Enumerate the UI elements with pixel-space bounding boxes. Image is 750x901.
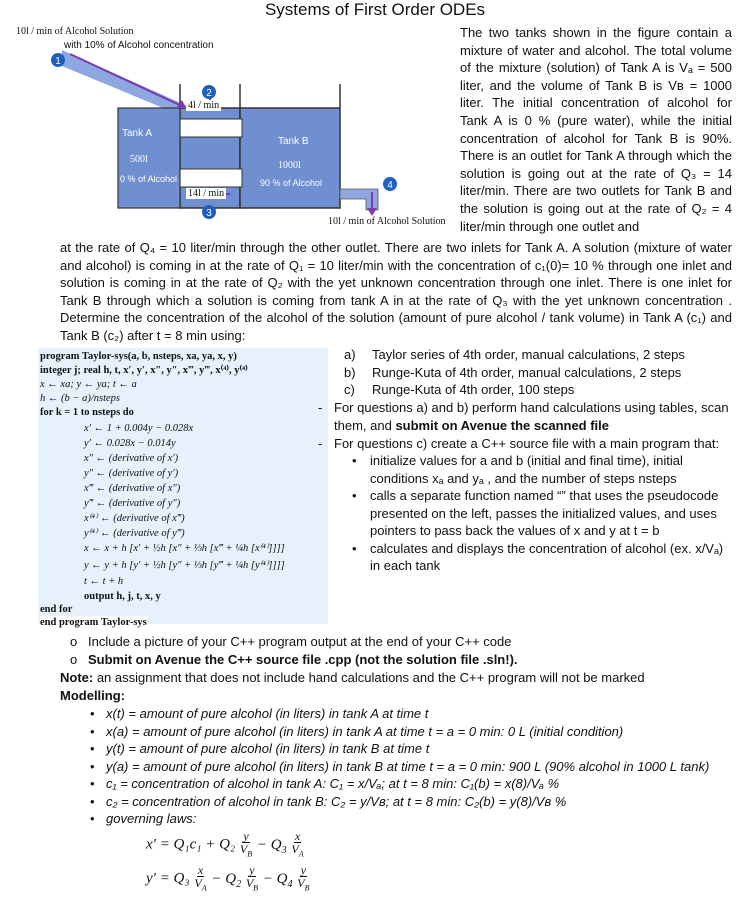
tank-a-conc: 0 % of Alcohol bbox=[120, 174, 178, 184]
intro-paragraph-right: The two tanks shown in the figure contain a mixture of water and alcohol. The total volume of the mixture (solution) of Tank A is Vₐ = 500 liter, and the volume of Tank B is Vʙ = 1000 liter. The initial concentration of alcohol for Tank A is 0 % (pure water), while the initial concentration of alcohol for Tank B is 90%. There is an outlet for Tank A through which the solution is going out at the rate of Q₃ = 14 liter/min. There are two outlets for Tank B and the solution is going out at the rate of Q₂ = 4 liter/min through one outlet and bbox=[460, 25, 732, 234]
code-line: output h, j, t, x, y bbox=[84, 591, 161, 602]
code-line: program Taylor-sys(a, b, nsteps, xa, ya, x, y) bbox=[40, 351, 237, 362]
code-line: h ← (b − a)/nsteps bbox=[40, 393, 120, 404]
inflow-2-label: 4l / min bbox=[188, 100, 220, 111]
badge-4-label: 4 bbox=[387, 180, 393, 191]
code-line: end program Taylor-sys bbox=[40, 617, 147, 628]
pseudocode-box bbox=[38, 348, 328, 628]
note: Note: an assignment that does not include hand calculations and the C++ program will not be marked bbox=[60, 670, 645, 685]
code-line: x ← x + h [x′ + ½h [x″ + ⅓h [x‴ + ¼h [x⁽⁴⁾]]]] bbox=[84, 543, 285, 554]
list-item: • calculates and displays the concentration of alcohol (ex. x/Vₐ) in each tank bbox=[352, 540, 724, 573]
list-item: • initialize values for a and b (initial and final time), initial conditions xₐ and yₐ , and the number of steps nsteps bbox=[352, 453, 683, 486]
tank-b bbox=[240, 108, 340, 208]
dash-item-cpp: - For questions c) create a C++ source file with a main program that: bbox=[318, 436, 720, 451]
list-item: • c₂ = concentration of alcohol in tank B: C₂ = y/Vʙ; at t = 8 min: C₂(b) = y(8)/Vʙ % bbox=[90, 793, 567, 809]
equation-y-prime: y′ = Q₃ $\frac{x}{V_A}$ − $Q_2$ $\frac{y}{V_B}$ − $Q_4$ $\frac{y}{V_B}$ bbox=[146, 863, 310, 893]
transfer-label: 14l / min bbox=[188, 188, 225, 199]
code-line: x″ ← (derivative of x′) bbox=[84, 453, 179, 464]
code-line: end for bbox=[40, 604, 73, 615]
tank-diagram bbox=[10, 24, 458, 230]
methods-list bbox=[344, 346, 734, 399]
page-title: Systems of First Order ODEs bbox=[264, 0, 486, 19]
inflow-label: 10l / min of Alcohol Solution bbox=[16, 26, 134, 37]
code-line: y″ ← (derivative of y′) bbox=[84, 468, 179, 479]
code-line: y‴ ← (derivative of y″) bbox=[84, 498, 181, 509]
code-line: x⁽⁴⁾ ← (derivative of x‴) bbox=[84, 513, 185, 524]
list-item: • x(a) = amount of pure alcohol (in liters) in tank A at time t = a = 0 min: 0 L (initial condition) bbox=[90, 723, 624, 739]
list-item: • calls a separate function named “” that uses the pseudocode presented on the left, passes the initialized values, and uses pointers to pass back the values of x and y at t = b bbox=[352, 488, 719, 538]
code-line: x′ ← 1 + 0.004y − 0.028x bbox=[84, 423, 194, 434]
arrow-inflow-1 bbox=[70, 54, 186, 108]
tank-b-conc: 90 % of Alcohol bbox=[260, 178, 323, 188]
inflow-sub-label: with 10% of Alcohol concentration bbox=[64, 40, 214, 51]
tank-b-volume: 1000l bbox=[278, 160, 301, 171]
tank-diagram-svg bbox=[10, 24, 458, 230]
list-item: • x(t) = amount of pure alcohol (in liters) in tank A at time t bbox=[90, 706, 429, 721]
equation-x-prime: x′ = Q₁c₁ + Q₂ $\frac{y}{V_B}$ − $Q_3$ $\frac{x}{V_A}$ bbox=[146, 829, 304, 859]
badge-1-label: 1 bbox=[55, 56, 61, 67]
intro-paragraph-full: at the rate of Q₄ = 10 liter/min through the other outlet. There are two inlets for Tank A. A solution (mixture of water and alcohol) is coming in at the rate of Q₁ = 10 liter/min with the concentration of c₁(0)= 10 % through one inlet and solution is coming in at the rate of Q₂ with the yet unknown concentration through one inlet. There is one inlet for Tank B through which a solution is coming from tank A in at the rate of Q₃ with the yet unknown concentration . Determine the concentration of the alcohol of the solution (amount of pure alcohol / tank volume) in Tank A (c₁) and Tank B (c₂) after t = 8 min using: bbox=[60, 240, 732, 343]
list-item: o Submit on Avenue the C++ source file .cpp (not the solution file .sln!). bbox=[70, 652, 518, 667]
badge-2-label: 2 bbox=[206, 88, 212, 99]
badge-3-label: 3 bbox=[206, 208, 212, 219]
transfer-pipe-bottom bbox=[178, 169, 242, 187]
code-line: x‴ ← (derivative of x″) bbox=[84, 483, 181, 494]
tank-b-name: Tank B bbox=[278, 136, 309, 147]
method-item: b) Runge-Kuta of 4th order, manual calculations, 2 steps bbox=[344, 364, 682, 380]
code-line: y ← y + h [y′ + ½h [y″ + ⅓h [y‴ + ¼h [y⁽⁴⁾]]]] bbox=[84, 560, 285, 571]
code-line: x ← xa; y ← ya; t ← a bbox=[40, 379, 137, 390]
modelling-list bbox=[90, 705, 740, 828]
cpp-requirements-list bbox=[352, 452, 734, 575]
list-item: o Include a picture of your C++ program output at the end of your C++ code bbox=[70, 634, 512, 649]
method-item: a) Taylor series of 4th order, manual calculations, 2 steps bbox=[344, 347, 685, 362]
tank-a-name: Tank A bbox=[122, 128, 153, 139]
list-item: • y(a) = amount of pure alcohol (in liters) in tank B at time t = a = 0 min: 900 L (90% alcohol in 1000 L tank) bbox=[90, 758, 710, 774]
method-item: c) Runge-Kuta of 4th order, 100 steps bbox=[344, 382, 575, 397]
modelling-title: Modelling: bbox=[60, 688, 125, 703]
code-line: for k = 1 to nsteps do bbox=[40, 407, 134, 418]
code-line: y′ ← 0.028x − 0.014y bbox=[84, 438, 176, 449]
code-line: integer j; real h, t, x′, y′, x″, y″, x‴, y‴, x⁽⁴⁾, y⁽⁴⁾ bbox=[40, 365, 248, 376]
dash-item-hand-calc: - For questions a) and b) perform hand calculations using tables, scan them, and submit on Avenue the scanned file bbox=[318, 400, 729, 433]
code-line: t ← t + h bbox=[84, 576, 124, 587]
transfer-pipe-top bbox=[178, 119, 242, 137]
list-item: • governing laws: bbox=[90, 811, 197, 826]
code-line: y⁽⁴⁾ ← (derivative of y‴) bbox=[84, 528, 185, 539]
list-item: • y(t) = amount of pure alcohol (in liters) in tank B at time t bbox=[90, 741, 430, 756]
list-item: • c₁ = concentration of alcohol in tank A: C₁ = x/Vₐ; at t = 8 min: C₁(b) = x(8)/Vₐ % bbox=[90, 776, 560, 791]
outflow-label: 10l / min of Alcohol Solution bbox=[328, 216, 446, 227]
tank-a-volume: 500l bbox=[130, 154, 148, 165]
